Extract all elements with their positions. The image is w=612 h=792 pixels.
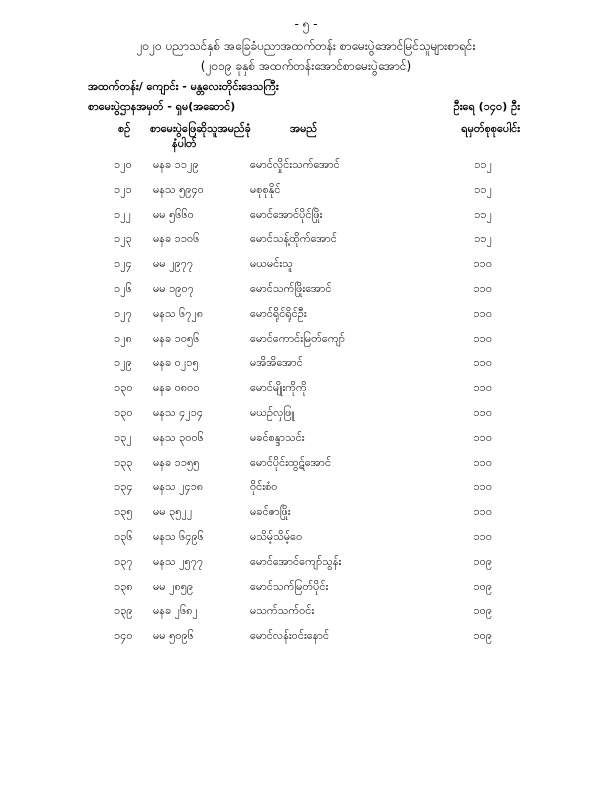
row-number: ၁၃၀ (114, 406, 133, 419)
roll-number: မနခ ၂၆၈၂ (153, 604, 198, 618)
row-number: ၁၃၂ (114, 430, 132, 444)
table-row (0, 604, 612, 626)
roll-number: မနသ ၄၂၁၄ (153, 406, 204, 419)
roll-number: မမ ၅၀၉၆ (153, 629, 194, 643)
region-label: အထက်တန်း/ ကျောင်း - မန္တလေးတိုင်းဒေသကြီး (88, 80, 279, 93)
student-name: မောင်သန့်ထိုက်အောင် (250, 232, 337, 246)
row-number: ၁၂၁ (114, 182, 132, 196)
roll-number: မနခ ၁၁၅၅ (153, 455, 200, 469)
total-score: ၁၁၀ (473, 505, 492, 519)
total-score: ၁၀၉ (473, 629, 492, 643)
document-title: ၂၀၂၀ ပညာသင်နှစ် အခြေခံပညာအထက်တန်း စာမေးပွဲအောင်မြင်သူများစာရင်း (136, 39, 476, 53)
roll-number: မမ ၃၅၂၂ (153, 505, 193, 519)
student-name: မခင်စန္ဒာသင်း (250, 430, 305, 444)
exam-center-label: စာမေးပွဲဌာနအမှတ် - ရှမ(အဆောင်) (88, 100, 236, 113)
student-name: မောင်သက်မြတ်ပိုင်း (250, 579, 329, 593)
table-row (0, 431, 612, 453)
candidate-count: ဦးရေ (၁၄၀) ဦး (453, 100, 520, 113)
row-number: ၁၃၇ (114, 554, 133, 568)
total-score: ၁၁၀ (473, 331, 492, 345)
student-name: မခင်ဇာဖြိုး (250, 505, 291, 519)
roll-number: မနသ ၆၄၉၆ (153, 530, 204, 543)
table-row (0, 282, 612, 304)
total-score: ၁၁၀ (473, 306, 492, 320)
column-header-roll-line2: နံပါတ် (172, 137, 197, 150)
student-name: မအိအိအောင် (250, 356, 303, 370)
roll-number: မနခ ၀၈၀၀ (153, 381, 200, 395)
table-row (0, 580, 612, 602)
row-number: ၁၂၇ (114, 306, 132, 320)
table-row (0, 158, 612, 180)
roll-number: မမ ၁၉၀၇ (153, 282, 194, 295)
student-name: မယဉ်လှဖြူ (250, 406, 295, 419)
roll-number: မနသ ၃၀၀၆ (153, 430, 204, 444)
table-row (0, 456, 612, 478)
table-row (0, 356, 612, 378)
row-number: ၁၂၈ (114, 331, 132, 345)
student-name: မစုစုနိုင် (250, 182, 281, 196)
row-number: ၁၂၃ (114, 232, 132, 246)
row-number: ၁၂၆ (114, 282, 132, 295)
total-score: ၁၁၂ (474, 232, 492, 246)
row-number: ၁၃၉ (114, 604, 133, 618)
table-row (0, 232, 612, 254)
row-number: ၁၃၈ (114, 579, 133, 593)
roll-number: မနသ ၂၄၁၈ (153, 480, 204, 494)
row-number: ၁၂၂ (114, 207, 131, 221)
row-number: ၁၃၄ (114, 480, 133, 494)
student-name: မောင်လှိုင်းသက်အောင် (250, 158, 340, 171)
roll-number: မနခ ၁၁၀၆ (153, 232, 200, 246)
table-row (0, 629, 612, 651)
table-row (0, 183, 612, 205)
student-name: မောင်အောင်ပိုင်ဖြိုး (250, 207, 323, 221)
student-name: ဝိုင်းစံ၀ (250, 480, 278, 494)
total-score: ၁၀၉ (473, 554, 492, 568)
row-number: ၁၄၀ (114, 629, 133, 643)
table-row (0, 257, 612, 279)
total-score: ၁၀၉ (473, 604, 492, 618)
table-row (0, 208, 612, 230)
total-score: ၁၁၀ (473, 257, 492, 271)
total-score: ၁၁၀ (473, 406, 492, 419)
roll-number: မနသ ၆၇၂၈ (153, 306, 204, 320)
total-score: ၁၁၀ (473, 356, 492, 370)
total-score: ၁၁၀ (473, 480, 492, 494)
table-row (0, 555, 612, 577)
row-number: ၁၂၄ (114, 257, 132, 271)
roll-number: မနခ ၁၀၅၆ (153, 331, 200, 345)
roll-number: မမ ၅၆၆၀ (153, 207, 194, 221)
table-row (0, 480, 612, 502)
student-name: မောင်သက်ဖြိုးအောင် (250, 282, 332, 295)
total-score: ၁၁၀ (473, 530, 492, 543)
total-score: ၁၁၀ (473, 455, 492, 469)
student-name: မောင်မျိုးကိုကို (250, 381, 307, 395)
total-score: ၁၁၀ (473, 282, 492, 295)
total-score: ၁၁၂ (474, 158, 492, 171)
page-number: - ၅ - (294, 17, 318, 31)
table-row (0, 381, 612, 403)
row-number: ၁၃၀ (114, 381, 133, 395)
student-name: မသိမ့်သိမ့်ဝေ (250, 530, 303, 543)
student-name: မောင်ကောင်းမြတ်ကျော် (250, 331, 345, 345)
total-score: ၁၁၀ (473, 430, 492, 444)
total-score: ၁၀၉ (473, 579, 492, 593)
roll-number: မမ ၂၉၇၇ (153, 257, 194, 271)
student-name: မောင်အောင်ကျော်သွန်း (250, 554, 342, 568)
column-header-no: စဉ် (118, 122, 131, 135)
roll-number: မနခ ၁၁၂၉ (153, 158, 199, 171)
student-name: မောင်ပိုင်းထွဋ်အောင် (250, 455, 332, 469)
table-row (0, 307, 612, 329)
table-row (0, 332, 612, 354)
row-number: ၁၃၆ (114, 530, 133, 543)
roll-number: မနသ ၂၅၇၇ (153, 554, 204, 568)
row-number: ၁၃၅ (114, 505, 133, 519)
roll-number: မမ ၂၈၅၉ (153, 579, 194, 593)
column-header-name: အမည် (290, 122, 318, 135)
student-name: မောင်ရိုင်ရိုင်ဦး (250, 306, 307, 320)
roll-number: မနသ ၅၉၄၀ (153, 182, 204, 196)
student-name: မယမင်းသူ (250, 257, 293, 271)
row-number: ၁၃၃ (114, 455, 133, 469)
roll-number: မနခ ၀၂၁၅ (153, 356, 199, 370)
total-score: ၁၁၂ (474, 182, 492, 196)
total-score: ၁၁၂ (474, 207, 492, 221)
table-row (0, 505, 612, 527)
total-score: ၁၁၀ (473, 381, 492, 395)
student-name: မသက်သက်ဝင်း (250, 604, 315, 618)
column-header-roll: စာမေးပွဲဖြေဆိုသူအမည်ခုံ (150, 122, 251, 135)
row-number: ၁၂၉ (114, 356, 132, 370)
student-name: မောင်လန်းဝင်းနောင် (250, 629, 330, 643)
table-row (0, 530, 612, 552)
row-number: ၁၂၀ (114, 158, 132, 171)
column-header-score: ရမှတ်စုစုပေါင်း (461, 122, 520, 135)
table-row (0, 406, 612, 428)
document-subtitle: (၂၀၁၉ ခုနှစ် အထက်တန်းအောင်စာမေးပွဲအောင်) (200, 59, 412, 73)
